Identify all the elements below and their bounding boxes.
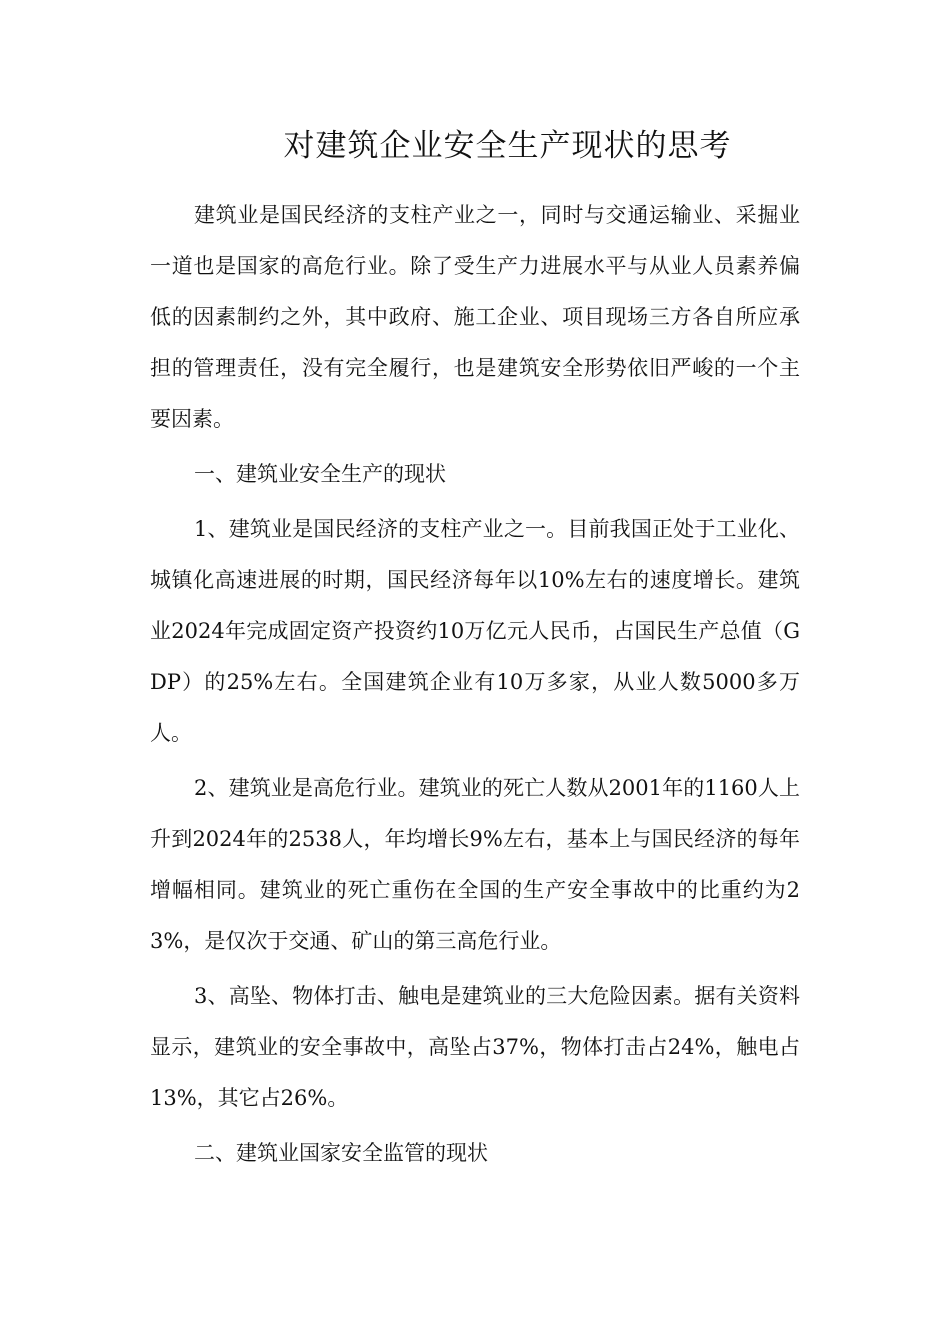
paragraph-point-2: 2、建筑业是高危行业。建筑业的死亡人数从2001年的1160人上升到2024年的2538人，年均增长9%左右，基本上与国民经济的每年增幅相同。建筑业的死亡重伤在全国的生产安全事故中的比重约为23%，是仅次于交通、矿山的第三高危行业。 [150,776,800,953]
section-heading-2: 二、建筑业国家安全监管的现状 [194,1141,488,1165]
section-heading-1: 一、建筑业安全生产的现状 [194,462,446,486]
paragraph-point-3: 3、高坠、物体打击、触电是建筑业的三大危险因素。据有关资料显示，建筑业的安全事故中，高坠占37%，物体打击占24%，触电占13%，其它占26%。 [150,984,800,1110]
document-body [150,190,800,1179]
intro-paragraph: 建筑业是国民经济的支柱产业之一，同时与交通运输业、采掘业一道也是国家的高危行业。除了受生产力进展水平与从业人员素养偏低的因素制约之外，其中政府、施工企业、项目现场三方各自所应承担的管理责任，没有完全履行，也是建筑安全形势依旧严峻的一个主要因素。 [150,203,800,431]
paragraph-point-1: 1、建筑业是国民经济的支柱产业之一。目前我国正处于工业化、城镇化高速进展的时期，国民经济每年以10%左右的速度增长。建筑业2024年完成固定资产投资约10万亿元人民币，占国民生产总值（GDP）的25%左右。全国建筑企业有10万多家，从业人数5000多万人。 [150,517,800,745]
document-title: 对建筑企业安全生产现状的思考 [283,128,732,164]
